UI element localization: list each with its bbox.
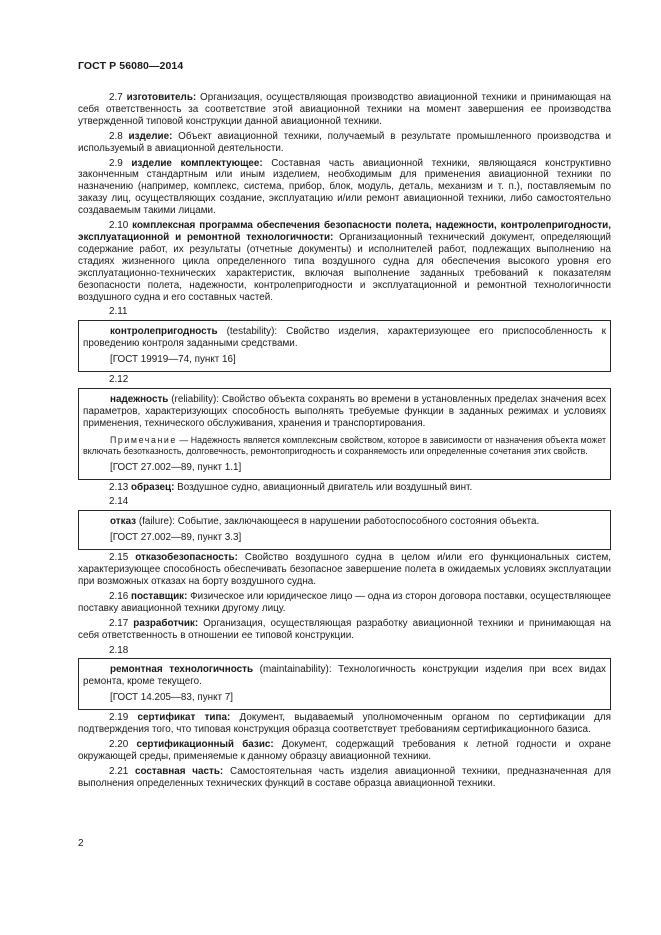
term-number: 2.9 (109, 157, 123, 169)
term-definition: Свойство объекта сохранять во времени в установленных пределах значения всех параметров, характеризующих способность выполнять требуемые функции в заданных режимах и условиях применения, технического обслуживания, хранения и транспортирования. (83, 393, 607, 429)
boxed-term (83, 326, 606, 350)
term-definition: Свойство изделия, характеризующее его приспособленность к проведению контроля заданными средствами. (83, 326, 606, 350)
term-definition: Документ, выдаваемый уполномоченным органом по сертификации для подтверждения того, что типовая конструкция образца соответствует требованиям сертификационного базиса. (78, 712, 612, 736)
term-note (83, 435, 606, 457)
term-name: поставщик: (131, 590, 188, 602)
term-number-2-14: 2.14 (109, 496, 129, 508)
term-number: 2.16 (109, 590, 129, 602)
note-text: — Надежность является комплексным свойством, которое в зависимости от назначения объекта может включать безотказность, долговечность, ремонтопригодность и сохраняемость или определенные сочетания этих свойств. (83, 434, 606, 456)
term-2-10 (78, 220, 611, 303)
document-code-header: ГОСТ Р 56080—2014 (78, 60, 184, 72)
term-english: (reliability): (168, 393, 220, 405)
term-name: отказобезопасность: (135, 552, 238, 564)
term-definition: Физическое или юридическое лицо — одна из сторон договора поставки, осуществляющее поставку авиационной техники другому лицу. (78, 590, 611, 614)
term-name: сертификат типа: (137, 712, 231, 724)
page-number: 2 (78, 838, 84, 849)
term-2-21 (78, 766, 611, 790)
term-name: сертификационный базис: (136, 738, 274, 750)
term-definition: Воздушное судно, авиационный двигатель или воздушный винт. (174, 481, 473, 493)
boxed-term (83, 664, 606, 688)
term-definition: Организация, осуществляющая производство авиационной техники и принимающая на себя ответственность за соответствие этой авиационной техники на момент завершения ее производства утвержденной типовой конструкции данной авиационной техники. (78, 92, 611, 127)
term-2-7 (78, 92, 611, 128)
term-number-2-11: 2.11 (109, 306, 128, 318)
term-name: изготовитель: (126, 92, 197, 103)
term-2-16 (78, 591, 611, 615)
standard-term-box-2-18 (78, 658, 611, 710)
term-2-9 (78, 158, 611, 218)
term-english: (maintainability): (253, 664, 332, 676)
term-definition: Организация, осуществляющая разработку авиационной техники и принимающая на себя ответственность в отношении ее типовой конструкции. (78, 617, 611, 641)
term-definition: Документ, содержащий требования к летной годности и охране окружающей среды, применяемые к данному образцу авиационной техники. (78, 738, 611, 762)
term-2-15 (78, 552, 611, 588)
term-name: надежность (110, 393, 169, 405)
term-name: отказ (110, 516, 137, 528)
term-definition: Событие, заключающееся в нарушении работоспособного состояния объекта. (175, 516, 540, 528)
term-2-17 (78, 618, 611, 642)
boxed-term (83, 394, 606, 430)
term-number: 2.20 (109, 738, 129, 750)
term-name: контролепригодность (110, 326, 218, 338)
term-name: изделие комплектующее: (131, 157, 263, 169)
term-2-13 (78, 482, 611, 494)
term-name: комплексная программа обеспечения безопасности полета, надежности, контролепригодности, эксплуатационной и ремонтной технологичности: (78, 220, 611, 243)
term-name: составная часть: (135, 765, 224, 777)
note-label: Примечание (110, 434, 177, 445)
term-definition: Технологичность конструкции изделия при всех видах ремонта, кроме текущего. (83, 664, 606, 688)
source-reference: [ГОСТ 19919—74, пункт 16] (110, 354, 236, 366)
term-2-20 (78, 739, 611, 763)
term-name: изделие: (128, 130, 173, 142)
term-number: 2.21 (109, 765, 129, 777)
term-number-2-18: 2.18 (109, 644, 129, 656)
term-name: ремонтная технологичность (110, 664, 254, 676)
boxed-term (83, 516, 606, 528)
source-reference: [ГОСТ 27.002—89, пункт 3.3] (110, 532, 242, 544)
term-number: 2.7 (109, 92, 123, 103)
term-2-8 (78, 131, 611, 155)
term-definition: Составная часть авиационной техники, являющаяся конструктивно законченным стандартным или иным изделием, необходимым для применения авиационной техники по назначению (например, комплекс, система, прибор, блок, модуль, деталь, механизм и т. п.), поставляемым по заказу лиц, осуществляющих создание, эксплуатацию и/или ремонт авиационной техники, либо самостоятельно создаваемым такими лицами. (78, 157, 612, 217)
standard-term-box-2-12 (78, 388, 611, 480)
term-number: 2.17 (109, 617, 129, 629)
term-english: (failure): (136, 516, 176, 528)
standard-term-box-2-14 (78, 510, 611, 550)
term-definition: Свойство воздушного судна в целом и/или его функциональных систем, характеризующее способность обеспечивать безопасное завершение полета в ожидаемых условиях эксплуатации при возможных отказах на борту воздушного судна. (78, 552, 611, 587)
term-english: (testability): (217, 326, 278, 338)
term-number: 2.13 (109, 481, 129, 493)
term-number: 2.8 (109, 130, 123, 142)
term-number-2-12: 2.12 (109, 374, 129, 386)
term-definition: Самостоятельная часть изделия авиационной техники, предназначенная для выполнения определенных технических функций в составе образца авиационной техники. (78, 765, 611, 789)
term-number: 2.19 (109, 712, 129, 724)
term-name: образец: (130, 481, 175, 493)
standard-term-box-2-11 (78, 320, 611, 372)
term-2-19 (78, 712, 611, 736)
term-number: 2.15 (109, 552, 129, 564)
source-reference: [ГОСТ 14.205—83, пункт 7] (110, 692, 234, 704)
term-definition: Объект авиационной техники, получаемый в результате промышленного производства и используемый в авиационной деятельности. (78, 130, 611, 154)
term-definition: Организационный технический документ, определяющий содержание работ, их результаты (отчетные документы) и исполнителей работ, подлежащих выполнению на стадиях жизненного цикла определенного типа воздушного судна для обеспечения высокого уровня его эксплуатационно-технических характеристик, включая выполнение заданных требований к показателям безопасности полета, надежности, контролепригодности и эксплуатационной и ремонтной технологичности воздушного судна и его составных частей. (78, 231, 611, 303)
term-number: 2.10 (109, 220, 129, 232)
term-name: разработчик: (133, 617, 199, 629)
document-body (78, 92, 611, 793)
source-reference: [ГОСТ 27.002—89, пункт 1.1] (110, 461, 242, 473)
